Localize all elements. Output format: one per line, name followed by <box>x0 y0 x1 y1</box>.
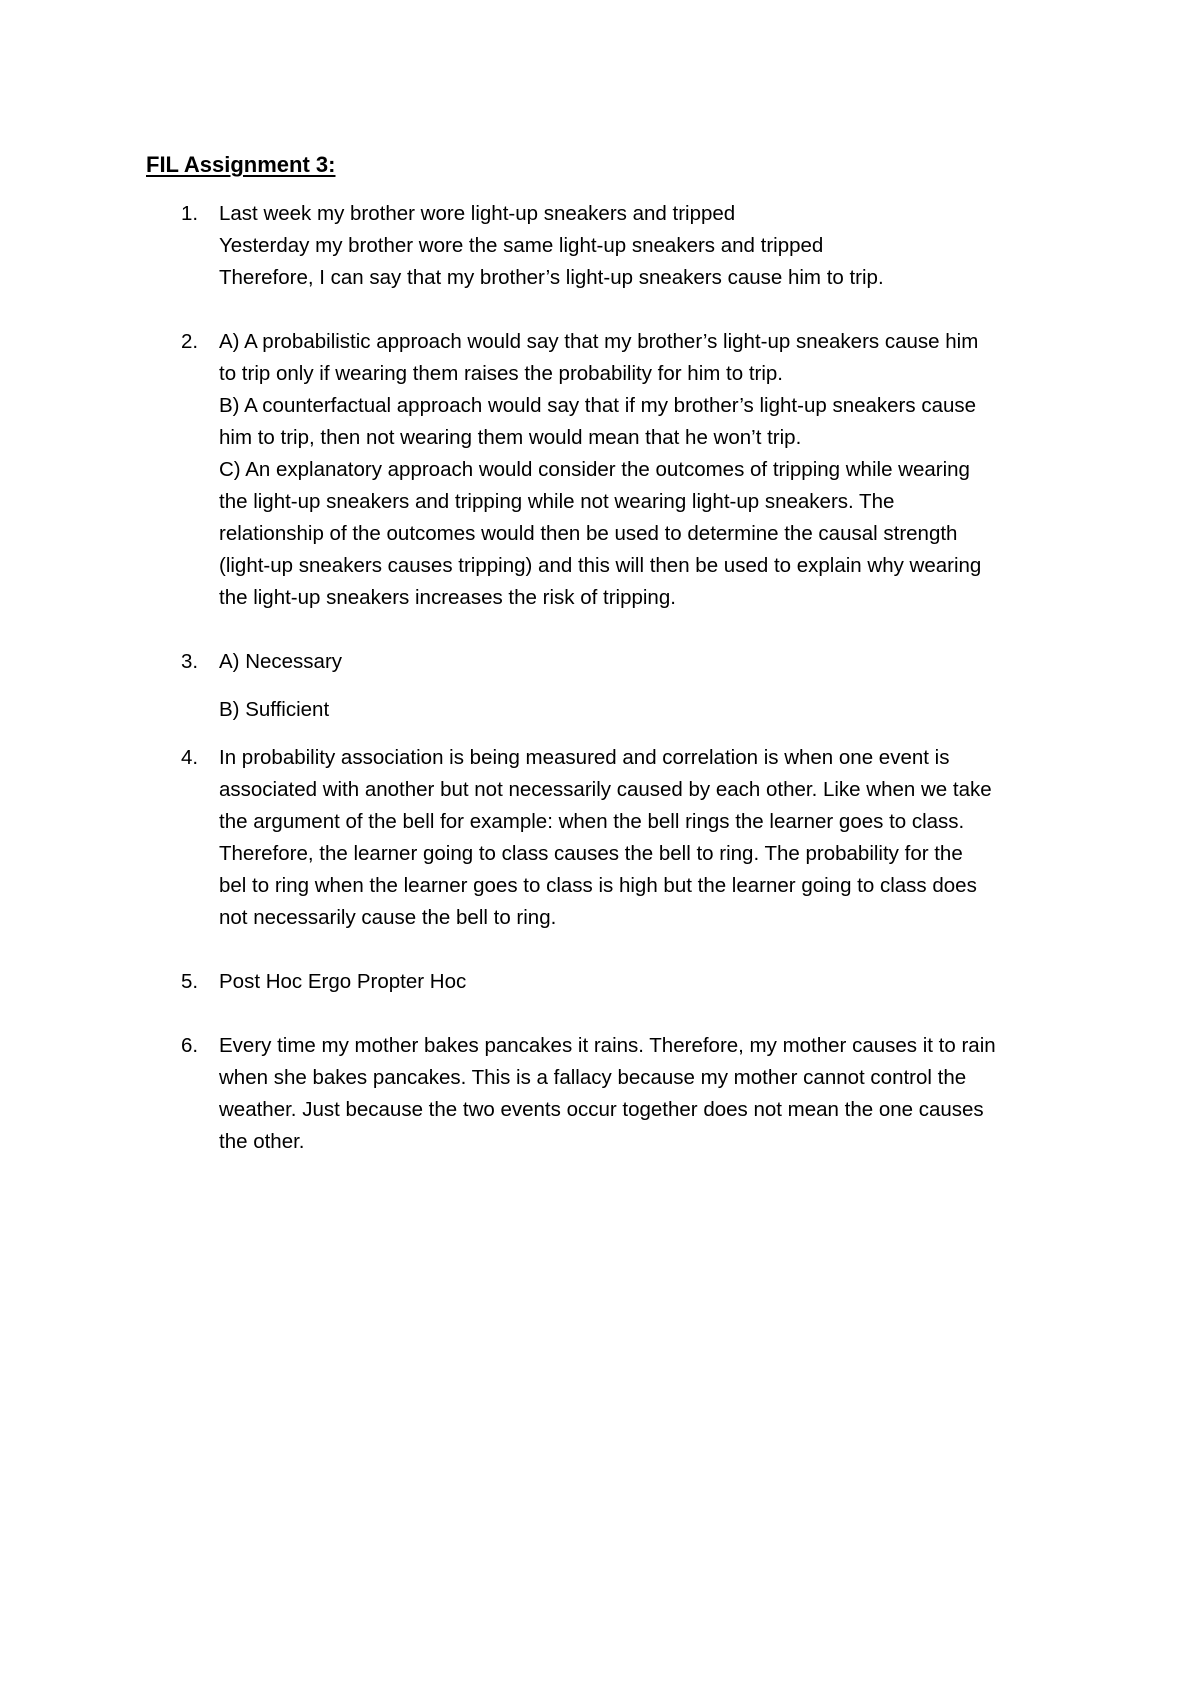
document-title: FIL Assignment 3: <box>146 152 336 177</box>
item-number: 5. <box>181 970 199 993</box>
text-line: relationship of the outcomes would then be used to determine the causal strength <box>219 522 958 545</box>
text-line: the other. <box>219 1130 305 1153</box>
item-text <box>219 742 1099 934</box>
item-number: 1. <box>181 202 199 225</box>
item-number: 6. <box>181 1034 199 1057</box>
text-line: him to trip, then not wearing them would mean that he won’t trip. <box>219 426 802 449</box>
text-line: A) Necessary <box>219 650 343 673</box>
text-line: weather. Just because the two events occur together does not mean the one causes <box>219 1098 984 1121</box>
text-line: Therefore, I can say that my brother’s light-up sneakers cause him to trip. <box>219 266 884 289</box>
text-line: associated with another but not necessarily caused by each other. Like when we take <box>219 778 992 801</box>
item-text <box>219 1030 1099 1158</box>
text-line: B) Sufficient <box>219 698 330 721</box>
item-number: 3. <box>181 650 199 673</box>
item-number: 4. <box>181 746 199 769</box>
text-line: not necessarily cause the bell to ring. <box>219 906 557 929</box>
text-line: Last week my brother wore light-up sneakers and tripped <box>219 202 736 225</box>
text-line: the light-up sneakers and tripping while not wearing light-up sneakers. The <box>219 490 895 513</box>
item-text <box>219 198 1099 294</box>
text-line: (light-up sneakers causes tripping) and this will then be used to explain why wearing <box>219 554 982 577</box>
text-line: Yesterday my brother wore the same light-up sneakers and tripped <box>219 234 824 257</box>
text-line: when she bakes pancakes. This is a fallacy because my mother cannot control the <box>219 1066 967 1089</box>
text-line: A) A probabilistic approach would say that my brother’s light-up sneakers cause him <box>219 330 979 353</box>
text-line: Post Hoc Ergo Propter Hoc <box>219 970 467 993</box>
text-line: C) An explanatory approach would consider the outcomes of tripping while wearing <box>219 458 970 481</box>
item-number: 2. <box>181 330 199 353</box>
text-line: Every time my mother bakes pancakes it rains. Therefore, my mother causes it to rain <box>219 1034 996 1057</box>
item-text <box>219 966 1099 998</box>
text-line: In probability association is being measured and correlation is when one event is <box>219 746 950 769</box>
text-line: bel to ring when the learner goes to class is high but the learner going to class does <box>219 874 977 897</box>
text-line: to trip only if wearing them raises the probability for him to trip. <box>219 362 783 385</box>
text-line: the light-up sneakers increases the risk of tripping. <box>219 586 676 609</box>
text-line: Therefore, the learner going to class causes the bell to ring. The probability for the <box>219 842 963 865</box>
text-line: the argument of the bell for example: when the bell rings the learner goes to class. <box>219 810 965 833</box>
item-text <box>219 646 1099 726</box>
item-text <box>219 326 1099 614</box>
text-line: B) A counterfactual approach would say that if my brother’s light-up sneakers cause <box>219 394 977 417</box>
spacer <box>219 678 1099 694</box>
